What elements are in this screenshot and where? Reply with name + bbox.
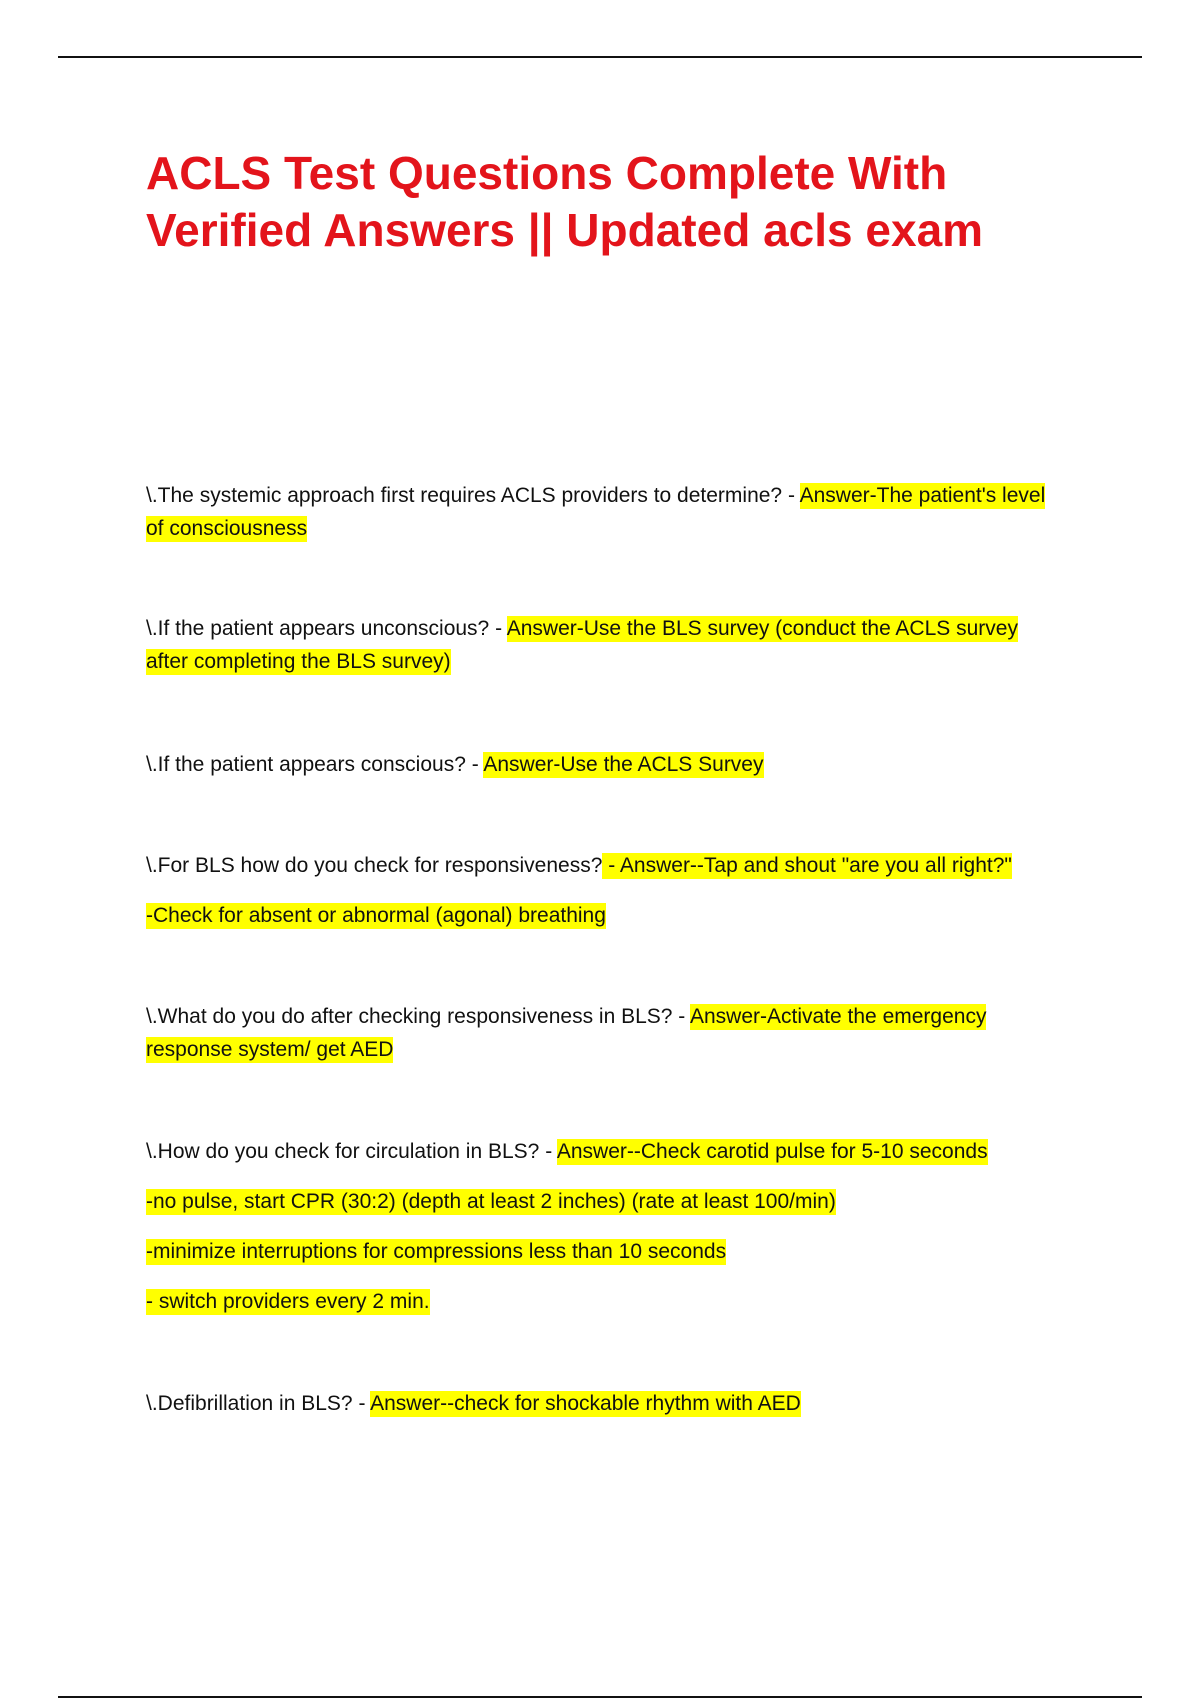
answer-text: Answer-Activate the emergency bbox=[689, 1005, 987, 1028]
qa-item bbox=[146, 748, 764, 781]
answer-text: Answer--Check carotid pulse for 5-10 seconds bbox=[556, 1140, 988, 1163]
question-text: \.The systemic approach first requires ACLS providers to determine? - bbox=[146, 484, 800, 507]
answer-text: of consciousness bbox=[146, 517, 308, 540]
qa-item bbox=[146, 849, 1012, 932]
qa-item bbox=[146, 1000, 986, 1066]
question-text: \.How do you check for circulation in BLS? - bbox=[146, 1140, 557, 1163]
header-rule bbox=[58, 56, 1142, 58]
title-line: Verified Answers || Updated acls exam bbox=[146, 204, 984, 256]
answer-text: Answer-The patient's level bbox=[799, 484, 1046, 507]
answer-text: response system/ get AED bbox=[146, 1038, 394, 1061]
qa-item bbox=[146, 479, 1045, 545]
answer-text: - Answer--Tap and shout "are you all right?" bbox=[602, 854, 1012, 877]
question-text: \.For BLS how do you check for responsiveness? bbox=[146, 854, 603, 877]
question-text: \.What do you do after checking responsiveness in BLS? - bbox=[146, 1005, 690, 1028]
answer-text: Answer-Use the ACLS Survey bbox=[483, 753, 764, 776]
question-text: \.Defibrillation in BLS? - bbox=[146, 1392, 371, 1415]
footer-rule bbox=[58, 1696, 1142, 1698]
title-line: ACLS Test Questions Complete With bbox=[146, 147, 948, 199]
question-text: \.If the patient appears unconscious? - bbox=[146, 617, 507, 640]
answer-text: Answer-Use the BLS survey (conduct the ACLS survey bbox=[506, 617, 1018, 640]
answer-text: -minimize interruptions for compressions less than 10 seconds bbox=[146, 1240, 727, 1263]
qa-item bbox=[146, 1387, 801, 1420]
answer-text: - switch providers every 2 min. bbox=[146, 1290, 430, 1313]
answer-text: Answer--check for shockable rhythm with AED bbox=[370, 1392, 801, 1415]
qa-item bbox=[146, 1135, 988, 1318]
qa-item bbox=[146, 612, 1018, 678]
answer-text: after completing the BLS survey) bbox=[146, 650, 451, 673]
answer-text: -no pulse, start CPR (30:2) (depth at least 2 inches) (rate at least 100/min) bbox=[146, 1190, 836, 1213]
document-title bbox=[146, 145, 1146, 259]
answer-text: -Check for absent or abnormal (agonal) breathing bbox=[146, 904, 606, 927]
question-text: \.If the patient appears conscious? - bbox=[146, 753, 484, 776]
